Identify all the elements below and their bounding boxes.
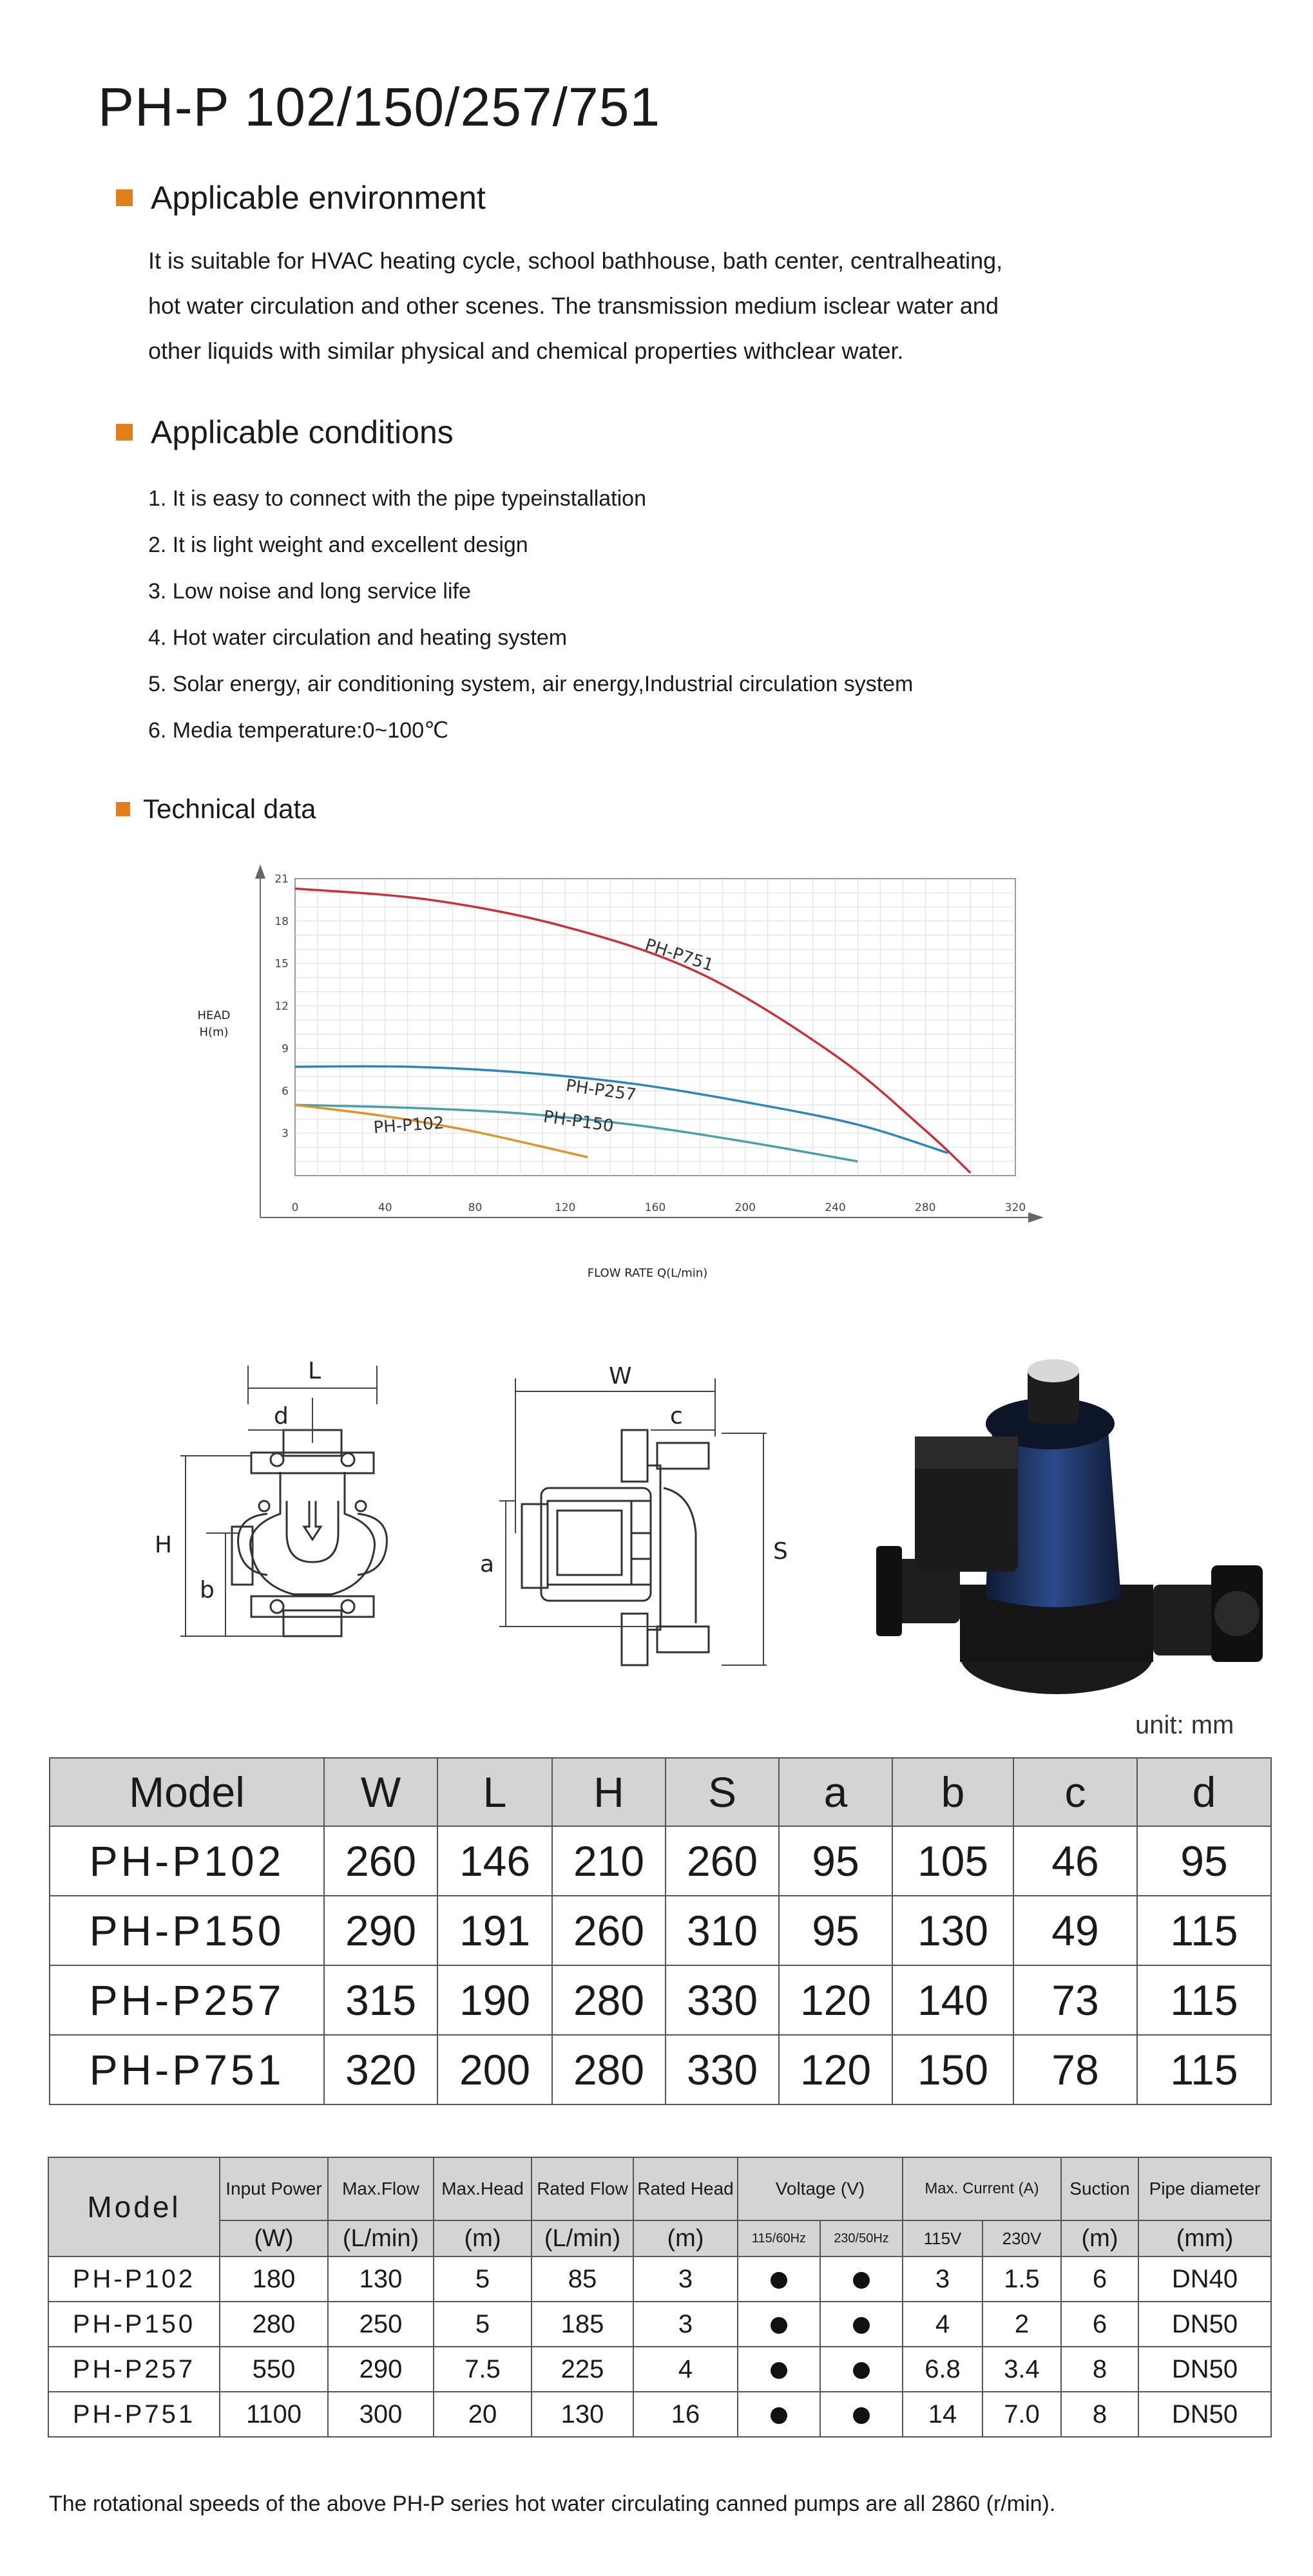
- table-cell: 330: [666, 2035, 779, 2104]
- table-cell: 6: [1061, 2302, 1138, 2347]
- current-sub-cell: 230V: [982, 2220, 1061, 2256]
- header-cell: Input Power: [220, 2157, 328, 2220]
- table-cell: 1.5: [982, 2256, 1061, 2302]
- series-label: PH-P751: [642, 935, 716, 976]
- y-tick-label: 15: [274, 957, 289, 971]
- conditions-list: [148, 475, 913, 754]
- model-cell: PH-P150: [50, 1896, 324, 1965]
- table-cell: DN50: [1138, 2302, 1271, 2347]
- table-cell: 6: [1061, 2256, 1138, 2302]
- table-cell: 5: [434, 2256, 532, 2302]
- header-cell: c: [1013, 1758, 1137, 1826]
- table-cell: 280: [220, 2302, 328, 2347]
- supported-dot-icon: [853, 2407, 870, 2424]
- table-cell: 260: [666, 1826, 779, 1896]
- bullet-square-icon: [116, 424, 133, 441]
- table-cell: 280: [552, 1965, 666, 2035]
- x-tick-label: 240: [825, 1201, 846, 1214]
- model-cell: PH-P257: [50, 1965, 324, 2035]
- header-cell: H: [552, 1758, 666, 1826]
- y-axis-label: H(m): [199, 1026, 229, 1039]
- supported-dot-icon: [771, 2407, 787, 2424]
- y-tick-label: 18: [274, 915, 289, 928]
- y-tick-label: 21: [274, 873, 289, 886]
- table-row: [48, 2256, 1271, 2302]
- table-cell: 85: [532, 2256, 633, 2302]
- page-title: PH-P 102/150/257/751: [98, 77, 661, 137]
- table-cell: 290: [328, 2347, 434, 2392]
- table-cell: 78: [1013, 2035, 1137, 2104]
- header-cell: Max.Head: [434, 2157, 532, 2220]
- specifications-table: [48, 2157, 1272, 2438]
- y-axis-label: HEAD: [197, 1009, 231, 1022]
- x-tick-label: 120: [555, 1201, 576, 1214]
- table-cell: 8: [1061, 2347, 1138, 2392]
- header-cell: Pipe diameter: [1138, 2157, 1271, 2220]
- section-heading: Applicable conditions: [151, 414, 454, 450]
- supported-dot-icon: [853, 2362, 870, 2379]
- table-cell: 8: [1061, 2392, 1138, 2437]
- header-cell: a: [779, 1758, 892, 1826]
- table-row: [50, 1965, 1271, 2035]
- table-cell: 7.0: [982, 2392, 1061, 2437]
- table-cell: 315: [324, 1965, 437, 2035]
- condition-item: 3. Low noise and long service life: [148, 579, 471, 604]
- footnote: The rotational speeds of the above PH-P series hot water circulating canned pumps are all 2860 (r/min).: [49, 2492, 1056, 2516]
- y-tick-label: 12: [274, 1000, 289, 1013]
- section-heading: Applicable environment: [151, 180, 486, 216]
- voltage-cell: [820, 2256, 903, 2302]
- table-cell: 115: [1137, 1965, 1271, 2035]
- section-conditions: [116, 414, 454, 451]
- voltage-sub-cell: 115/60Hz: [738, 2220, 820, 2256]
- table-cell: 4: [903, 2302, 982, 2347]
- x-tick-label: 200: [734, 1201, 756, 1214]
- table-row: [48, 2347, 1271, 2392]
- x-axis-arrow-icon: [1028, 1212, 1044, 1223]
- table-cell: 3.4: [982, 2347, 1061, 2392]
- dimensions-table: [49, 1757, 1272, 2105]
- section-environment: [116, 179, 486, 216]
- table-cell: 190: [437, 1965, 552, 2035]
- supported-dot-icon: [771, 2317, 787, 2334]
- bullet-square-icon: [116, 802, 130, 816]
- table-cell: 210: [552, 1826, 666, 1896]
- model-cell: PH-P257: [48, 2347, 220, 2392]
- x-tick-label: 320: [1004, 1201, 1026, 1214]
- series-label: PH-P102: [372, 1113, 445, 1138]
- model-cell: PH-P102: [50, 1826, 324, 1896]
- table-cell: 200: [437, 2035, 552, 2104]
- unit-cell: (mm): [1138, 2220, 1271, 2256]
- y-axis-arrow-icon: [255, 864, 265, 879]
- table-cell: 130: [532, 2392, 633, 2437]
- x-axis-label: FLOW RATE Q(L/min): [587, 1266, 708, 1280]
- table-cell: 180: [220, 2256, 328, 2302]
- table-cell: 191: [437, 1896, 552, 1965]
- header-cell: Rated Head: [633, 2157, 738, 2220]
- header-cell: W: [324, 1758, 437, 1826]
- table-cell: 3: [633, 2256, 738, 2302]
- table-cell: 14: [903, 2392, 982, 2437]
- table-cell: 260: [552, 1896, 666, 1965]
- supported-dot-icon: [853, 2272, 870, 2289]
- header-cell: Voltage (V): [738, 2157, 903, 2220]
- table-cell: 130: [328, 2256, 434, 2302]
- x-tick-label: 80: [468, 1201, 483, 1214]
- condition-item: 1. It is easy to connect with the pipe typeinstallation: [148, 486, 647, 511]
- model-cell: PH-P751: [50, 2035, 324, 2104]
- x-tick-label: 280: [915, 1201, 936, 1214]
- table-cell: 120: [779, 1965, 892, 2035]
- unit-cell: (L/min): [532, 2220, 633, 2256]
- table-subheader-row: [48, 2220, 1271, 2256]
- table-cell: 46: [1013, 1826, 1137, 1896]
- table-cell: 6.8: [903, 2347, 982, 2392]
- x-tick-label: 0: [291, 1201, 299, 1214]
- table-cell: 4: [633, 2347, 738, 2392]
- condition-item: 2. It is light weight and excellent design: [148, 533, 528, 557]
- table-cell: DN40: [1138, 2256, 1271, 2302]
- condition-item: 4. Hot water circulation and heating system: [148, 625, 568, 650]
- header-cell: Max.Flow: [328, 2157, 434, 2220]
- dim-label-d: d: [274, 1403, 289, 1429]
- series-label: PH-P150: [542, 1107, 615, 1136]
- voltage-cell: [738, 2347, 820, 2392]
- table-row: [50, 2035, 1271, 2104]
- header-cell: b: [892, 1758, 1013, 1826]
- header-cell: Rated Flow: [532, 2157, 633, 2220]
- voltage-cell: [738, 2302, 820, 2347]
- voltage-cell: [820, 2347, 903, 2392]
- voltage-sub-cell: 230/50Hz: [820, 2220, 903, 2256]
- table-cell: 95: [779, 1896, 892, 1965]
- section-technical: [116, 794, 316, 825]
- table-cell: 280: [552, 2035, 666, 2104]
- unit-label: unit: mm: [1135, 1711, 1234, 1739]
- x-tick-label: 160: [644, 1201, 666, 1214]
- supported-dot-icon: [771, 2362, 787, 2379]
- condition-item: 6. Media temperature:0~100℃: [148, 718, 449, 743]
- current-sub-cell: 115V: [903, 2220, 982, 2256]
- voltage-cell: [738, 2392, 820, 2437]
- table-cell: 150: [892, 2035, 1013, 2104]
- table-row: [48, 2302, 1271, 2347]
- x-tick-label: 40: [378, 1201, 392, 1214]
- table-cell: 7.5: [434, 2347, 532, 2392]
- table-row: [50, 1826, 1271, 1896]
- supported-dot-icon: [771, 2272, 787, 2289]
- header-cell: Model: [50, 1758, 324, 1826]
- dimension-drawings: [155, 1340, 831, 1707]
- table-cell: 16: [633, 2392, 738, 2437]
- table-header-row: [48, 2157, 1271, 2220]
- table-cell: 225: [532, 2347, 633, 2392]
- pump-front-view-drawing: [232, 1430, 387, 1636]
- table-cell: 2: [982, 2302, 1061, 2347]
- section-heading: Technical data: [143, 794, 316, 824]
- y-tick-label: 9: [282, 1042, 289, 1056]
- table-cell: 3: [903, 2256, 982, 2302]
- table-cell: 105: [892, 1826, 1013, 1896]
- table-cell: 120: [779, 2035, 892, 2104]
- table-header-row: [50, 1758, 1271, 1826]
- table-cell: 330: [666, 1965, 779, 2035]
- table-cell: 95: [779, 1826, 892, 1896]
- dim-label-S: S: [773, 1538, 788, 1565]
- environment-line: other liquids with similar physical and chemical properties withclear water.: [148, 338, 904, 364]
- table-cell: 5: [434, 2302, 532, 2347]
- voltage-cell: [820, 2302, 903, 2347]
- voltage-cell: [738, 2256, 820, 2302]
- table-cell: 140: [892, 1965, 1013, 2035]
- header-cell: Suction: [1061, 2157, 1138, 2220]
- dim-label-a: a: [480, 1551, 495, 1578]
- table-cell: 95: [1137, 1826, 1271, 1896]
- unit-cell: (L/min): [328, 2220, 434, 2256]
- unit-cell: (m): [633, 2220, 738, 2256]
- table-cell: 260: [324, 1826, 437, 1896]
- table-cell: 290: [324, 1896, 437, 1965]
- series-label: PH-P257: [564, 1076, 638, 1105]
- table-cell: 130: [892, 1896, 1013, 1965]
- table-cell: DN50: [1138, 2392, 1271, 2437]
- dim-label-c: c: [670, 1403, 683, 1429]
- bullet-square-icon: [116, 189, 133, 206]
- model-cell: PH-P150: [48, 2302, 220, 2347]
- header-cell: S: [666, 1758, 779, 1826]
- model-cell: PH-P751: [48, 2392, 220, 2437]
- header-cell: d: [1137, 1758, 1271, 1826]
- model-header: Model: [48, 2157, 220, 2256]
- table-cell: 146: [437, 1826, 552, 1896]
- table-cell: 550: [220, 2347, 328, 2392]
- dim-label-L: L: [308, 1358, 321, 1384]
- table-cell: 73: [1013, 1965, 1137, 2035]
- y-tick-label: 6: [282, 1085, 289, 1098]
- performance-chart: [180, 850, 1057, 1301]
- table-cell: 20: [434, 2392, 532, 2437]
- table-cell: 3: [633, 2302, 738, 2347]
- table-cell: 300: [328, 2392, 434, 2437]
- table-cell: 49: [1013, 1896, 1137, 1965]
- table-row: [50, 1896, 1271, 1965]
- table-cell: 1100: [220, 2392, 328, 2437]
- table-cell: DN50: [1138, 2347, 1271, 2392]
- environment-text: [148, 238, 1211, 374]
- unit-cell: (m): [1061, 2220, 1138, 2256]
- table-row: [48, 2392, 1271, 2437]
- environment-line: It is suitable for HVAC heating cycle, school bathhouse, bath center, centralheating,: [148, 247, 1003, 274]
- table-cell: 250: [328, 2302, 434, 2347]
- dim-label-W: W: [609, 1363, 632, 1389]
- pump-side-view-drawing: [522, 1430, 709, 1665]
- y-tick-label: 3: [282, 1127, 289, 1141]
- pump-product-image: [876, 1353, 1276, 1713]
- unit-cell: (W): [220, 2220, 328, 2256]
- header-cell: L: [437, 1758, 552, 1826]
- model-cell: PH-P102: [48, 2256, 220, 2302]
- table-cell: 310: [666, 1896, 779, 1965]
- voltage-cell: [820, 2392, 903, 2437]
- unit-cell: (m): [434, 2220, 532, 2256]
- supported-dot-icon: [853, 2317, 870, 2334]
- table-cell: 115: [1137, 2035, 1271, 2104]
- table-cell: 115: [1137, 1896, 1271, 1965]
- header-cell: Max. Current (A): [903, 2157, 1061, 2220]
- table-cell: 320: [324, 2035, 437, 2104]
- table-cell: 185: [532, 2302, 633, 2347]
- dim-label-H: H: [155, 1532, 173, 1558]
- condition-item: 5. Solar energy, air conditioning system, air energy,Industrial circulation system: [148, 672, 914, 696]
- dim-label-b: b: [200, 1577, 215, 1603]
- environment-line: hot water circulation and other scenes. The transmission medium isclear water and: [148, 292, 999, 319]
